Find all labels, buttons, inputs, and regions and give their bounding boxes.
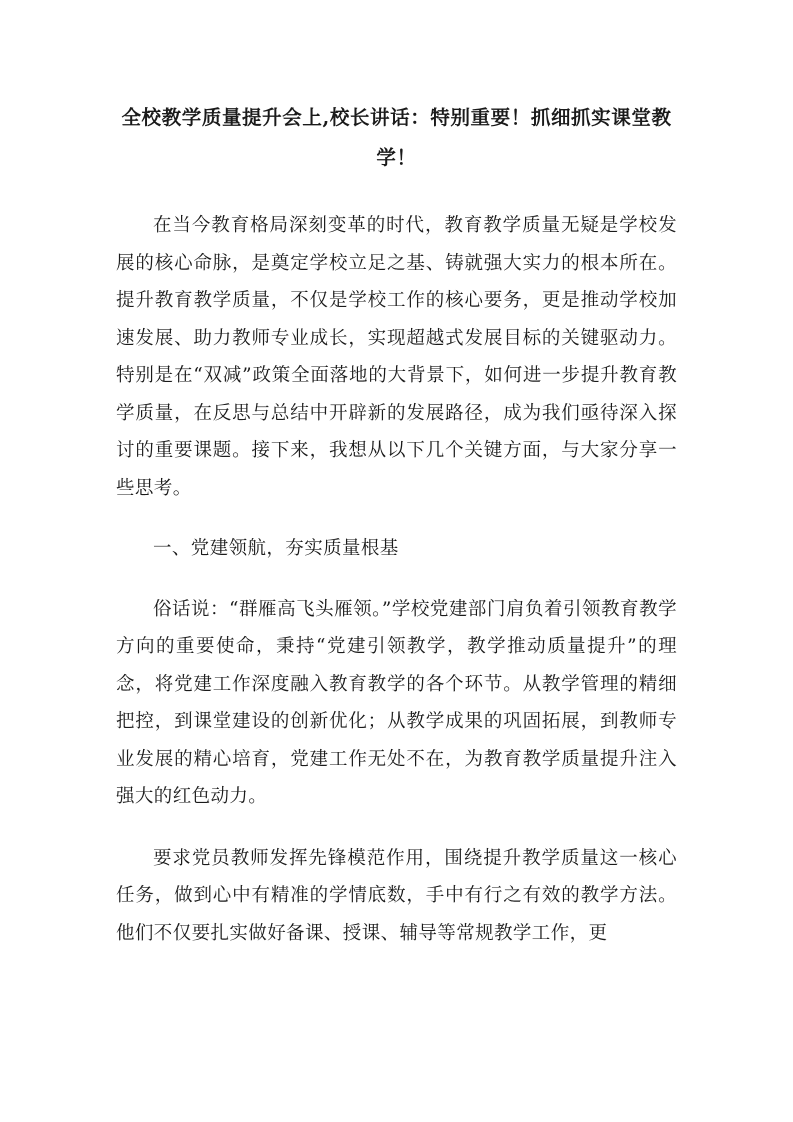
section1-paragraph-2: 要求党员教师发挥先锋模范作用，围绕提升教学质量这一核心任务，做到心中有精准的学情底数，手中有行之有效的教学方法。他们不仅要扎实做好备课、授课、辅导等常规教学工作，更 — [116, 847, 677, 944]
section1-paragraph-1: 俗话说：“群雁高飞头雁领。”学校党建部门肩负着引领教育教学方向的重要使命，秉持“党建引领教学，教学推动质量提升”的理念，将党建工作深度融入教育教学的各个环节。从教学管理的精细把控，到课堂建设的创新优化；从教学成果的巩固拓展，到教师专业发展的精心培育，党建工作无处不在，为教育教学质量提升注入强大的红色动力。 — [116, 598, 677, 807]
section-heading-1: 一、党建领航，夯实质量根基 — [153, 538, 399, 559]
intro-paragraph: 在当今教育格局深刻变革的时代，教育教学质量无疑是学校发展的核心命脉，是奠定学校立足之基、铸就强大实力的根本所在。提升教育教学质量，不仅是学校工作的核心要务，更是推动学校加速发展、助力教师专业成长，实现超越式发展目标的关键驱动力。特别是在“双减”政策全面落地的大背景下，如何进一步提升教育教学质量，在反思与总结中开辟新的发展路径，成为我们亟待深入探讨的重要课题。接下来，我想从以下几个关键方面，与大家分享一些思考。 — [116, 215, 677, 499]
document-title: 全校教学质量提升会上,校长讲话：特别重要！抓细抓实课堂教学！ — [121, 106, 672, 169]
